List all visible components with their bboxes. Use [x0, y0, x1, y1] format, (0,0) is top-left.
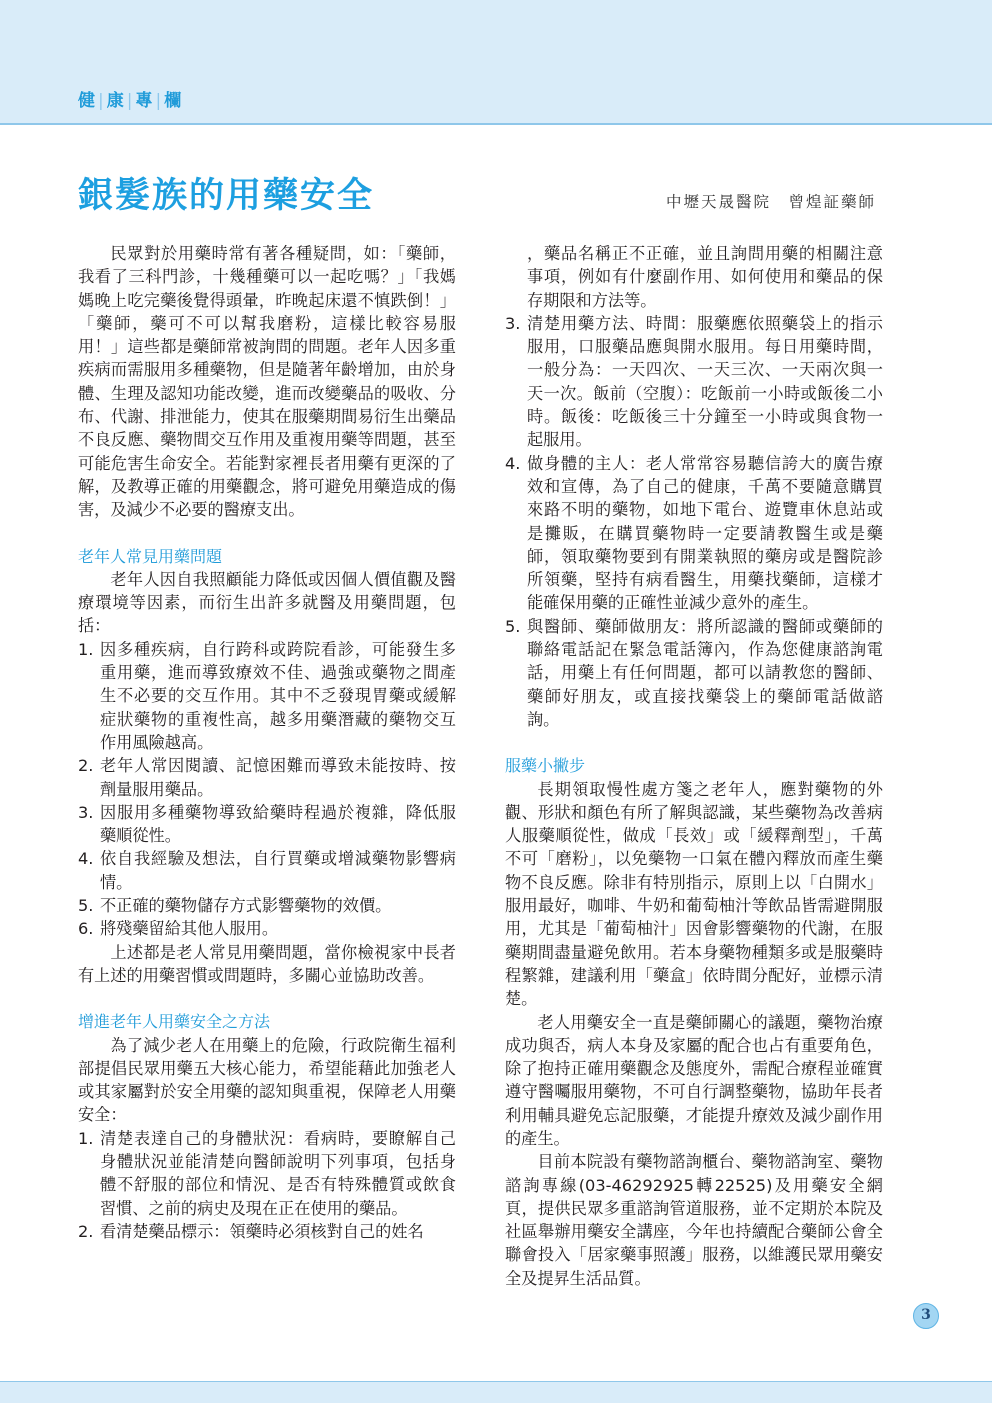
paragraph: 長期領取慢性處方箋之老年人，應對藥物的外觀、形狀和顏色有所了解與認識，某些藥物為改善病人服藥順從性，做成「長效」或「緩釋劑型」，千萬不可「磨粉」，以免藥物一口氣在體內釋放而產生藥物不良反應。除非有特別指示，原則上以「白開水」服用最好，咖啡、牛奶和葡萄柚汁等飲品皆需避開服用，尤其是「葡萄柚汁」因會影響藥物的代謝，在服藥期間盡量避免飲用。若本身藥物種類多或是服藥時程繁雜，建議利用「藥盒」依時間分配好，並標示清楚。 [505, 779, 883, 1009]
right-column [505, 242, 883, 1290]
article-title: 銀髮族的用藥安全 [78, 176, 375, 216]
header-divider [0, 123, 992, 125]
list-item: 1. 因多種疾病，自行跨科或跨院看診，可能發生多重用藥，進而導致療效不佳、過強或藥物之間產生不必要的交互作用。其中不乏發現胃藥或緩解症狀藥物的重複性高，越多用藥潛藏的藥物交互作用風險越高。 [78, 639, 456, 752]
list-item: 2. 老年人常因閱讀、記憶困難而導致未能按時、按劑量服用藥品。 [78, 756, 456, 799]
core-ability-list-continued [505, 242, 883, 731]
section-heading-common-problems: 老年人常見用藥問題 [78, 546, 223, 566]
list-item-continued: ，藥品名稱正不正確，並且詢問用藥的相關注意事項，例如有什麼副作用、如何使用和藥品的保存期限和方法等。 [527, 244, 883, 310]
paragraph: 老人用藥安全一直是藥師關心的議題，藥物治療成功與否，病人本身及家屬的配合也占有重要角色，除了抱持正確用藥觀念及態度外，需配合療程並確實遵守醫囑服用藥物，不可自行調整藥物，協助年長者利用輔具避免忘記服藥，才能提升療效及減少副作用的產生。 [505, 1012, 883, 1148]
list-item: 6. 將殘藥留給其他人服用。 [78, 919, 279, 939]
section-heading-tips: 服藥小撇步 [505, 756, 586, 776]
intro-paragraph: 民眾對於用藥時常有著各種疑問，如：「藥師，我看了三科門診，十幾種藥可以一起吃嗎？」「我媽媽晚上吃完藥後覺得頭暈，昨晚起床還不慎跌倒！」「藥師，藥可不可以幫我磨粉，這樣比較容易服用！」這些都是藥師常被詢問的問題。老年人因多重疾病而需服用多種藥物，但是隨著年齡增加，由於身體、生理及認知功能改變，進而改變藥品的吸收、分布、代謝、排泄能力，使其在服藥期間易衍生出藥品不良反應、藥物間交互作用及重複用藥等問題，甚至可能危害生命安全。若能對家裡長者用藥有更深的了解，及教導正確的用藥觀念，將可避免用藥造成的傷害，及減少不必要的醫療支出。 [78, 244, 456, 520]
column-label-char: 專 [135, 91, 154, 111]
page-number-badge: 3 [913, 1303, 939, 1329]
column-label-char: 康 [106, 91, 125, 111]
paragraph: 為了減少老人在用藥上的危險，行政院衛生福利部提倡民眾用藥五大核心能力，希望能藉此加強老人或其家屬對於安全用藥的認知與重視，保障老人用藥安全： [78, 1035, 456, 1125]
list-item: 4. 做身體的主人：老人常常容易聽信誇大的廣告療效和宣傳，為了自己的健康，千萬不要隨意購買來路不明的藥物，如地下電台、遊覽車休息站或是攤販，在購買藥物時一定要請教醫生或是藥師，領取藥物要到有開業執照的藥房或是醫院診所領藥，堅持有病看醫生，用藥找藥師，這樣才能確保用藥的正確性並減少意外的產生。 [505, 453, 883, 613]
list-item: 1. 清楚表達自己的身體狀況：看病時，要瞭解自己身體狀況並能清楚向醫師說明下列事項，包括身體不舒服的部位和情況、是否有特殊體質或飲食習慣、之前的病史及現在正在使用的藥品。 [78, 1128, 456, 1218]
article-author: 中壢天晟醫院 曾煌証藥師 [666, 193, 877, 211]
left-column [78, 242, 456, 1243]
list-item: 4. 依自我經驗及想法，自行買藥或增減藥物影響病情。 [78, 849, 456, 892]
list-item: 2. 看清楚藥品標示：領藥時必須核對自己的姓名 [78, 1221, 424, 1241]
column-label-char: 健 [78, 91, 96, 111]
column-label: 健 | 康 | 專 | 欄 [78, 91, 183, 111]
core-ability-list [78, 1127, 456, 1243]
footer-band [0, 1382, 992, 1403]
problem-list [78, 638, 456, 941]
list-item: 3. 清楚用藥方法、時間：服藥應依照藥袋上的指示服用，口服藥品應與開水服用。每日用藥時間，一般分為：一天四次、一天三次、一天兩次與一天一次。飯前（空腹）：吃飯前一小時或飯後二小時。飯後：吃飯後三十分鐘至一小時或與食物一起服用。 [505, 313, 883, 450]
paragraph: 上述都是老人常見用藥問題，當你檢視家中長者有上述的用藥習慣或問題時，多關心並協助改善。 [78, 942, 456, 985]
section-heading-safety-methods: 增進老年人用藥安全之方法 [78, 1012, 271, 1032]
paragraph: 目前本院設有藥物諮詢櫃台、藥物諮詢室、藥物諮詢專線(03-46292925轉22525)及用藥安全網頁，提供民眾多重諮詢管道服務，並不定期於本院及社區舉辦用藥安全講座，今年也持續配合藥師公會全聯會投入「居家藥事照護」服務，以維護民眾用藥安全及提昇生活品質。 [505, 1152, 883, 1288]
list-item: 5. 與醫師、藥師做朋友：將所認識的醫師或藥師的聯絡電話記在緊急電話簿內，作為您健康諮詢電話，用藥上有任何問題，都可以請教您的醫師、藥師好朋友，或直接找藥袋上的藥師電話做諮詢。 [505, 616, 883, 729]
list-item: 5. 不正確的藥物儲存方式影響藥物的效價。 [78, 896, 392, 916]
paragraph: 老年人因自我照顧能力降低或因個人價值觀及醫療環境等因素，而衍生出許多就醫及用藥問題，包括： [78, 569, 456, 636]
column-label-char: 欄 [164, 91, 183, 111]
list-item: 3. 因服用多種藥物導致給藥時程過於複雜，降低服藥順從性。 [78, 802, 456, 846]
